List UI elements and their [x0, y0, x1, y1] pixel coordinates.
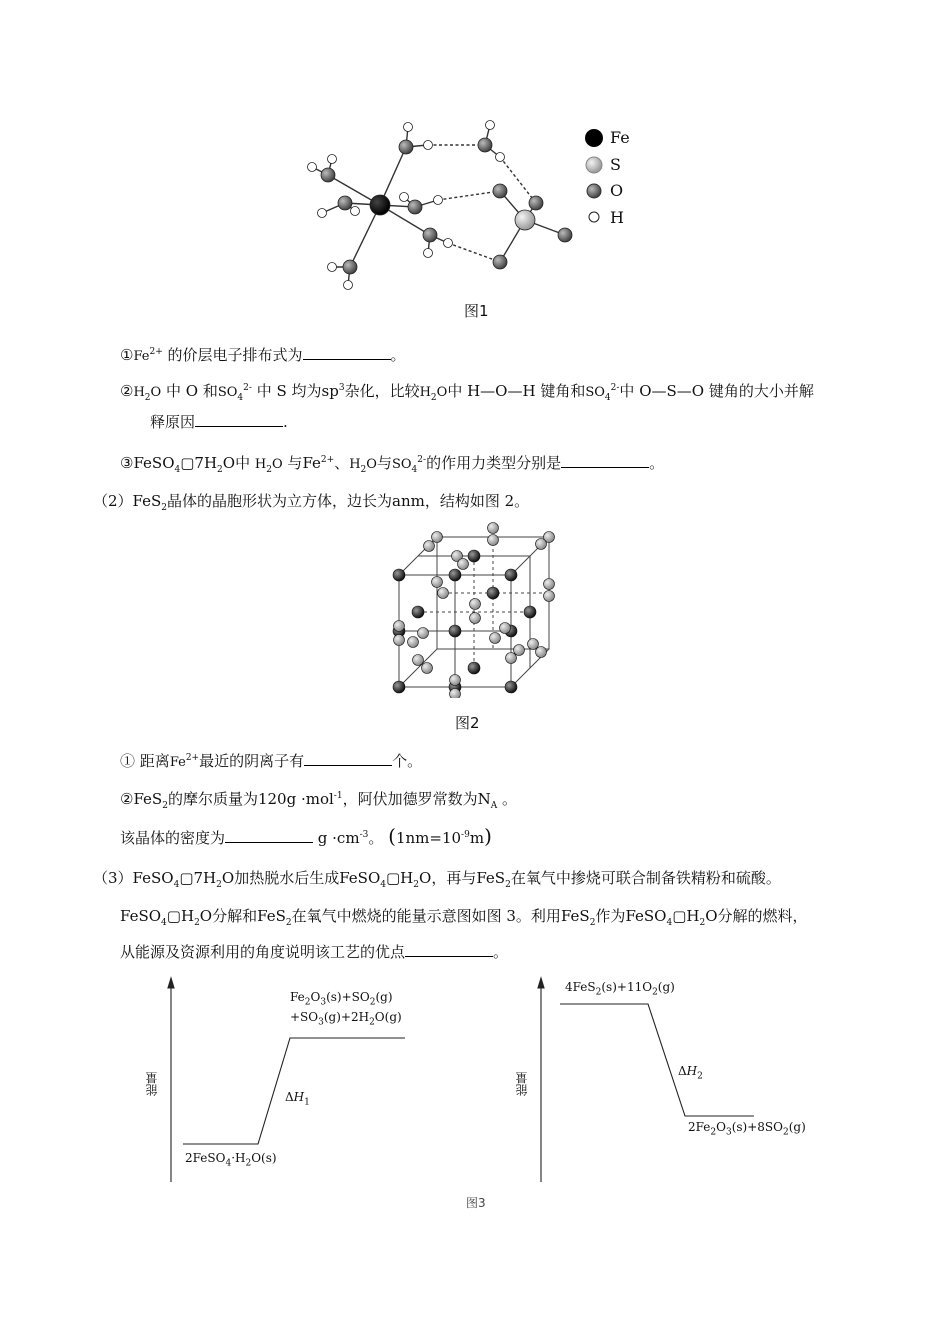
legend-o-icon [583, 180, 605, 202]
figure2-crystal-cell [385, 518, 565, 698]
fig3-left-product-line1: $Fe_2O_3(s)+SO_2(g)$ [290, 990, 393, 1008]
legend-fe-icon [583, 127, 605, 149]
fig3-right-reactant: $4FeS_2(s)+11O_2(g)$ [565, 980, 675, 998]
figure1-caption: 图1 [464, 302, 489, 320]
fig3-right-ylabel: 能量 [515, 1072, 529, 1096]
legend-fe-label: Fe [610, 128, 630, 147]
part3-line2: $FeSO_4▢H_2O$分解和FeS$_2$在氧气中燃烧的能量示意图如图 3。利用FeS$_2$作为$FeSO_4▢H_2O$分解的燃料， [120, 907, 808, 928]
fig3-left-reactant: $2FeSO_4\cdot H_2O(s)$ [185, 1151, 277, 1169]
fig3-right-product: $2Fe_2O_3(s)+8SO_2(g)$ [688, 1120, 806, 1138]
part3-line3: 从能源及资源利用的角度说明该工艺的优点 。 [120, 943, 509, 961]
figure2-caption: 图2 [455, 714, 480, 732]
fig3-left-ylabel: 能量 [145, 1072, 159, 1096]
part2-q2: ②FeS$_2$的摩尔质量为120g ·mol$^{-1}$，阿伏加德罗常数为$N_A$ 。 [120, 790, 517, 811]
answer-blank[interactable] [225, 828, 313, 843]
answer-blank[interactable] [303, 345, 391, 360]
answer-blank[interactable] [304, 751, 392, 766]
legend-s-label: S [610, 155, 621, 174]
part1-q3: $③FeSO_4▢7H_2O$中 $H_2O$ 与$Fe^{2+}$、$H_2O$与$SO_4^{2-}$的作用力类型分别是 。 [120, 454, 665, 475]
part3-line1: $(3)FeSO_4▢7H_2O$加热脱水后生成$FeSO_4▢H_2O$，再与FeS$_2$在氧气中掺烧可联合制备铁精粉和硫酸。 [93, 869, 781, 890]
legend-s-icon [583, 154, 605, 176]
fig3-right-delta: $\Delta H_2$ [678, 1064, 703, 1082]
fig3-left-delta: $\Delta H_1$ [285, 1090, 310, 1108]
answer-blank[interactable] [195, 412, 283, 427]
part1-q2: $②H_2O$ 中 O 和$SO_4^{2-}$ 中 S 均为$sp^3$杂化，比较$H_2O$中 H—O—H 键角和$SO_4^{2-}$中 O—S—O 键角的大小并解 [120, 382, 814, 403]
part2-intro: （2）FeS$_2$晶体的晶胞形状为立方体，边长为anm，结构如图 2。 [93, 492, 530, 513]
part1-q1: $①Fe^{2+}$ 的价层电子排布式为 。 [120, 346, 406, 364]
answer-blank[interactable] [405, 942, 493, 957]
part2-q1: ① 距离$Fe^{2+}$最近的阴离子有 个。 [120, 752, 423, 770]
part1-q2-line2: 释原因 . [150, 413, 288, 431]
answer-blank[interactable] [561, 453, 649, 468]
fig3-left-product-line2: $+SO_3(g)+2H_2O(g)$ [290, 1010, 402, 1028]
legend-h-label: H [610, 208, 624, 227]
legend-h-icon [585, 208, 603, 226]
legend-o-label: O [610, 181, 624, 200]
figure3-caption: 图3 [466, 1196, 486, 1210]
part2-density: 该晶体的密度为 $g \cdot cm^{-3}$。 $(1nm=10^{-9}m)$ [120, 824, 492, 848]
